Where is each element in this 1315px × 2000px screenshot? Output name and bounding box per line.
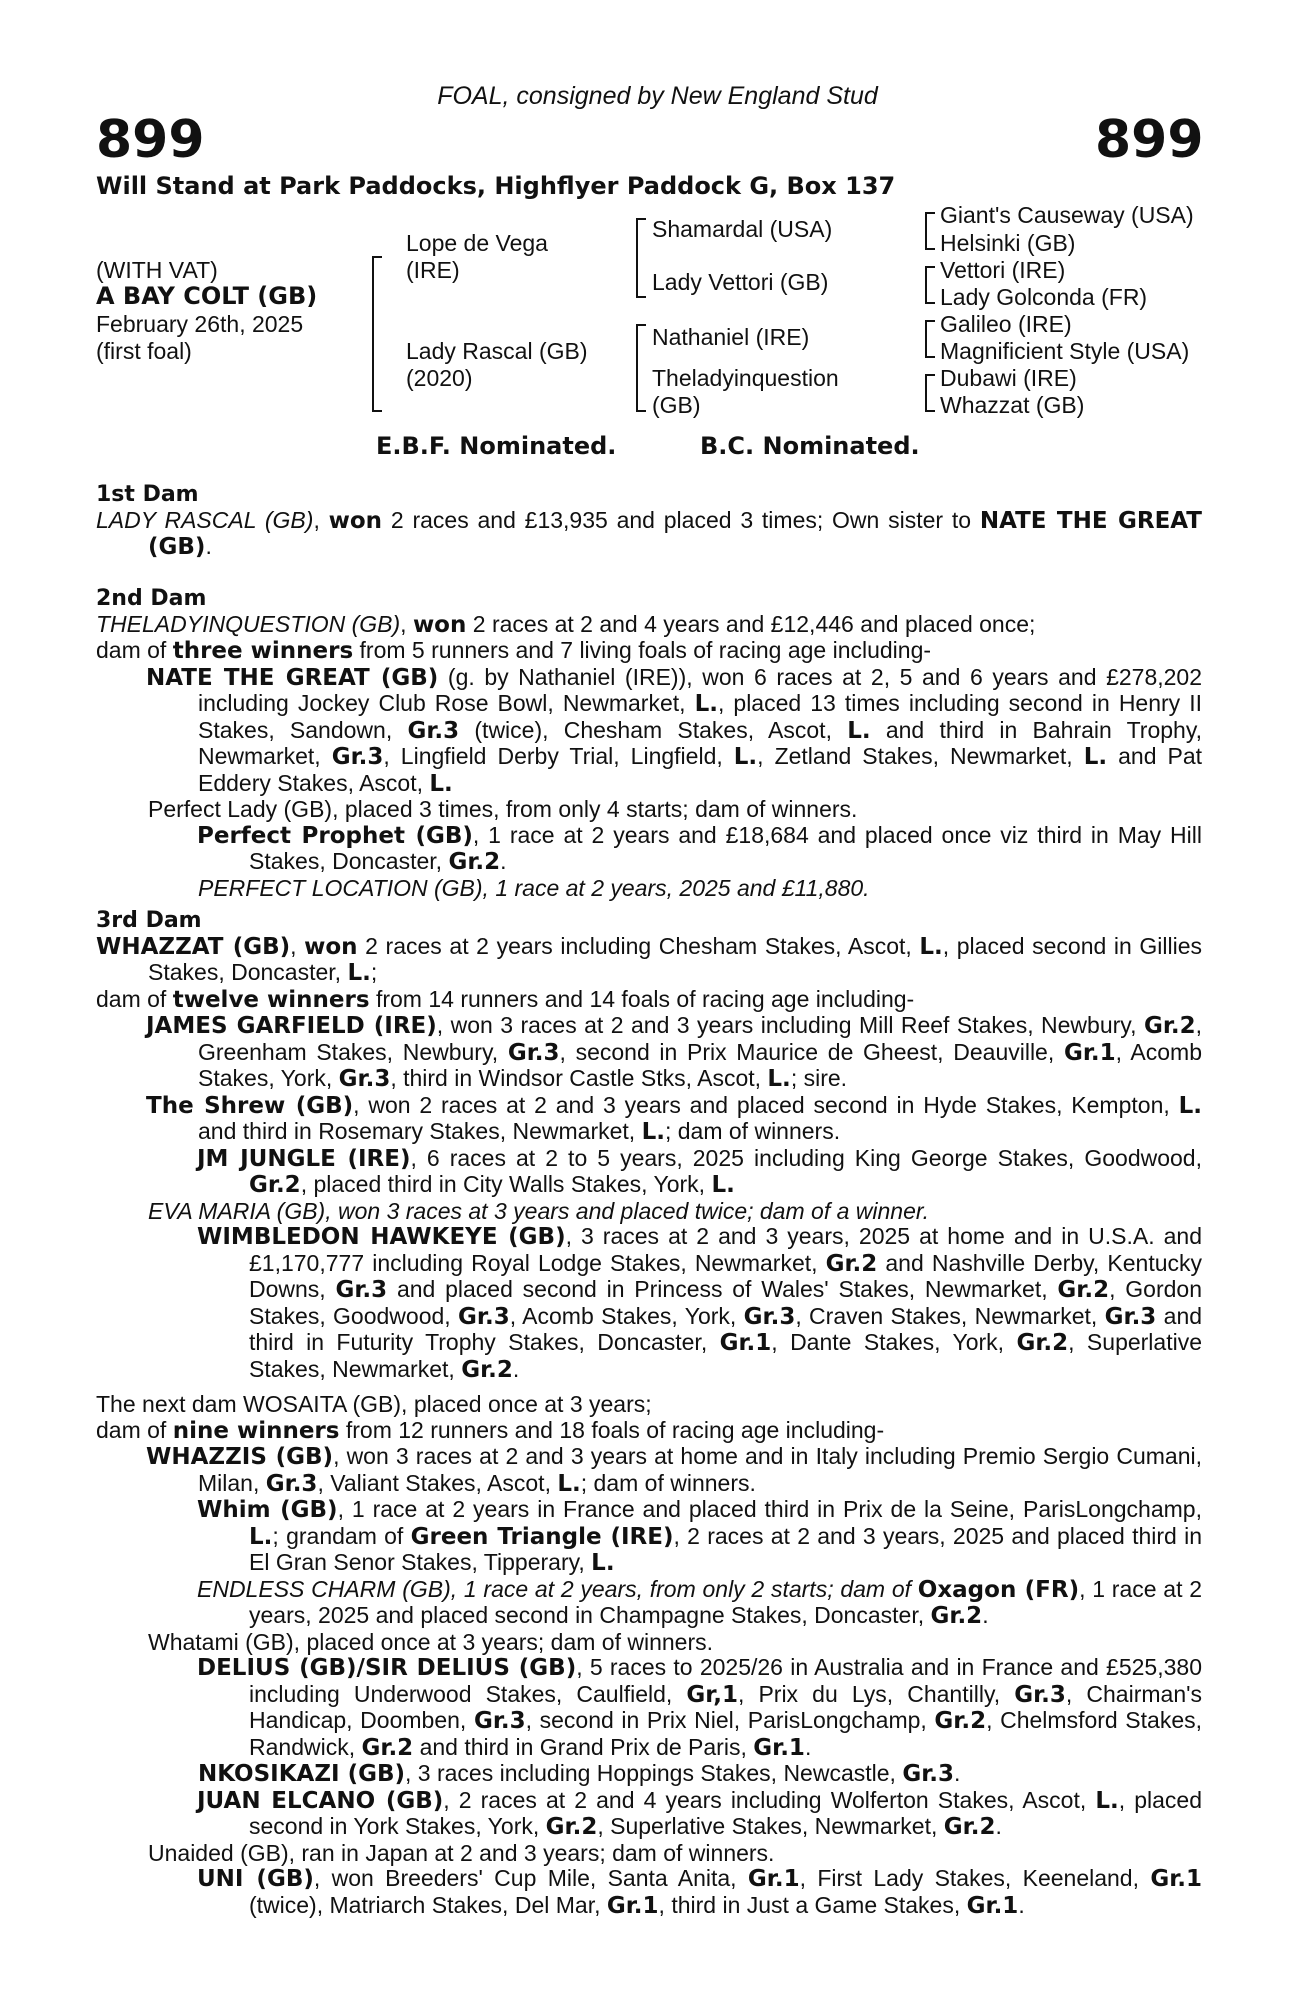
produce-perfect-prophet: Perfect Prophet (GB), 1 race at 2 years and £18,684 and placed once viz third in May Hill Stakes, Doncaster, Gr.2. xyxy=(197,821,1202,875)
dam: Lady Rascal (GB) xyxy=(406,338,588,364)
ancestor-g7: Dubawi (IRE) xyxy=(940,365,1077,391)
third-dam-heading: 3rd Dam xyxy=(96,908,202,933)
dam-dam: Theladyinquestion xyxy=(652,365,839,391)
ancestor-g4: Lady Golconda (FR) xyxy=(940,284,1148,310)
foaled-date: February 26th, 2025 xyxy=(96,311,304,337)
lot-title: A BAY COLT (GB) xyxy=(96,282,318,310)
produce-perfect-lady: Perfect Lady (GB), placed 3 times, from only 4 starts; dam of winners. xyxy=(148,796,858,822)
vat-note: (WITH VAT) xyxy=(96,257,218,283)
ebf-nomination: E.B.F. Nominated. xyxy=(376,432,617,460)
brace-g3 xyxy=(925,266,935,304)
sire-country: (IRE) xyxy=(406,257,460,283)
ancestor-g3: Vettori (IRE) xyxy=(940,257,1066,283)
produce-eva-maria: EVA MARIA (GB), won 3 races at 3 years and placed twice; dam of a winner. xyxy=(148,1197,930,1224)
stand-location: Will Stand at Park Paddocks, Highflyer Paddock G, Box 137 xyxy=(96,172,896,200)
lot-number-left: 899 xyxy=(96,110,205,170)
third-dam-section: 3rd Dam WHAZZAT (GB), won 2 races at 2 years including Chesham Stakes, Ascot, L., placed second in Gillies Stakes, Doncaster, L.; dam of twelve winners from 14 runners and 14 foals of racing age including- JAMES GARFIELD (IRE), won 3 races at 2 and 3 years including Mill Reef Stakes, Newbury, Gr.2, Greenham Stakes, Newbury, Gr.3, second in Prix Maurice de Gheest, Deauville, Gr.1, Acomb Stakes, York, Gr.3, third in Windsor Castle Stks, Ascot, L.; sire. The Shrew (GB), won 2 races at 2 and 3 years and placed second in Hyde Stakes, Kempton, L. and third in Rosemary Stakes, Newmarket, L.; dam of winners. JM JUNGLE (IRE), 6 races at 2 to 5 years, 2025 including King George Stakes, Goodwood, Gr.2, placed third in City Walls Stakes, York, L. EVA MARIA (GB), won 3 races at 3 years and placed twice; dam of a winner. WIMBLEDON HAWKEYE (GB), 3 races at 2 and 3 years, 2025 at home and in U.S.A. and £1,170,777 including Royal Lodge Stakes, Newmarket, Gr.2 and Nashville Derby, Kentucky Downs, Gr.3 and placed second in Princess of Wales' Stakes, Newmarket, Gr.2, Gordon Stakes, Goodwood, Gr.3, Acomb Stakes, York, Gr.3, Craven Stakes, Newmarket, Gr.3 and third in Futurity Trophy Stakes, Doncaster, Gr.1, Dante Stakes, York, Gr.2, Superlative Stakes, Newmarket, Gr.2. xyxy=(96,908,1203,1383)
produce-james-garfield: JAMES GARFIELD (IRE), won 3 races at 2 and 3 years including Mill Reef Stakes, Newbury, Gr.2, Greenham Stakes, Newbury, Gr.3, second in Prix Maurice de Gheest, Deauville, Gr.1, Acomb Stakes, York, Gr.3, third in Windsor Castle Stks, Ascot, L.; sire. xyxy=(146,1012,1203,1092)
brace-g7 xyxy=(925,374,935,412)
produce-whatami: Whatami (GB), placed once at 3 years; dam of winners. xyxy=(148,1628,714,1655)
produce-endless-charm: ENDLESS CHARM (GB), 1 race at 2 years, from only 2 starts; dam of Oxagon (FR), 1 race at 2 years, 2025 and placed second in Champagne Stakes, Doncaster, Gr.2. xyxy=(197,1575,1203,1629)
ancestor-g1: Giant's Causeway (USA) xyxy=(940,202,1194,228)
sire: Lope de Vega xyxy=(406,230,548,256)
second-dam-heading: 2nd Dam xyxy=(96,586,207,611)
produce-nate-the-great: NATE THE GREAT (GB) (g. by Nathaniel (IRE)), won 6 races at 2, 5 and 6 years and £278,202 including Jockey Club Rose Bowl, Newmarket, L., placed 13 times including second in Henry II Stakes, Sandown, Gr.3 (twice), Chesham Stakes, Ascot, L. and third in Bahrain Trophy, Newmarket, Gr.3, Lingfield Derby Trial, Lingfield, L., Zetland Stakes, Newmarket, L. and Pat Eddery Stakes, Ascot, L. xyxy=(146,663,1203,797)
first-dam-heading: 1st Dam xyxy=(96,482,199,507)
sire-dam: Lady Vettori (GB) xyxy=(652,269,829,295)
brace-g1 xyxy=(925,212,935,250)
ancestor-g8: Whazzat (GB) xyxy=(940,392,1085,418)
produce-whazzis: WHAZZIS (GB), won 3 races at 2 and 3 years at home and in Italy including Premio Sergio Cumani, Milan, Gr.3, Valiant Stakes, Ascot, L.; dam of winners. xyxy=(146,1443,1202,1497)
ancestor-g2: Helsinki (GB) xyxy=(940,230,1076,256)
produce-the-shrew: The Shrew (GB), won 2 races at 2 and 3 years and placed second in Hyde Stakes, Kempton, L. and third in Rosemary Stakes, Newmarket, L.; dam of winners. xyxy=(146,1091,1202,1145)
produce-delius: DELIUS (GB)/SIR DELIUS (GB), 5 races to 2025/26 in Australia and in France and £525,380 including Underwood Stakes, Caulfield, Gr,1, Prix du Lys, Chantilly, Gr.3, Chairman's Handicap, Doomben, Gr.3, second in Prix Niel, ParisLongchamp, Gr.2, Chelmsford Stakes, Randwick, Gr.2 and third in Grand Prix de Paris, Gr.1. xyxy=(197,1654,1203,1761)
first-dam-paragraph: LADY RASCAL (GB), won 2 races and £13,935 and placed 3 times; Own sister to NATE THE GREAT (GB). xyxy=(96,506,1203,560)
next-dam-intro: The next dam WOSAITA (GB), placed once at 3 years; xyxy=(96,1391,652,1417)
second-dam-section: 2nd Dam THELADYINQUESTION (GB), won 2 races at 2 and 4 years and £12,446 and placed once; dam of three winners from 5 runners and 7 living foals of racing age including- NATE THE GREAT (GB) (g. by Nathaniel (IRE)), won 6 races at 2, 5 and 6 years and £278,202 including Jockey Club Rose Bowl, Newmarket, L., placed 13 times including second in Henry II Stakes, Sandown, Gr.3 (twice), Chesham Stakes, Ascot, L. and third in Bahrain Trophy, Newmarket, Gr.3, Lingfield Derby Trial, Lingfield, L., Zetland Stakes, Newmarket, L. and Pat Eddery Stakes, Ascot, L. Perfect Lady (GB), placed 3 times, from only 4 starts; dam of winners. Perfect Prophet (GB), 1 race at 2 years and £18,684 and placed once viz third in May Hill Stakes, Doncaster, Gr.2. PERFECT LOCATION (GB), 1 race at 2 years, 2025 and £11,880. xyxy=(96,586,1203,901)
ancestor-g5: Galileo (IRE) xyxy=(940,311,1072,337)
consignment-line: FOAL, consigned by New England Stud xyxy=(437,82,878,110)
produce-jm-jungle: JM JUNGLE (IRE), 6 races at 2 to 5 years, 2025 including King George Stakes, Goodwood, Gr.2, placed third in City Walls Stakes, York, L. xyxy=(197,1144,1202,1198)
produce-nkosikazi: NKOSIKAZI (GB), 3 races including Hoppings Stakes, Newcastle, Gr.3. xyxy=(198,1760,961,1787)
produce-unaided: Unaided (GB), ran in Japan at 2 and 3 years; dam of winners. xyxy=(148,1839,775,1866)
dam-brace xyxy=(636,324,646,412)
ancestor-g6: Magnificient Style (USA) xyxy=(940,338,1190,364)
first-dam-section xyxy=(96,482,1202,561)
pedigree-brace xyxy=(372,256,382,412)
produce-uni: UNI (GB), won Breeders' Cup Mile, Santa Anita, Gr.1, First Lady Stakes, Keeneland, Gr.1 (twice), Matriarch Stakes, Del Mar, Gr.1, third in Just a Game Stakes, Gr.1. xyxy=(197,1865,1203,1919)
lot-number-right: 899 xyxy=(1095,110,1204,170)
bc-nomination: B.C. Nominated. xyxy=(700,432,920,460)
foal-note: (first foal) xyxy=(96,338,192,364)
produce-juan-elcano: JUAN ELCANO (GB), 2 races at 2 and 4 years including Wolferton Stakes, Ascot, L., placed second in York Stakes, York, Gr.2, Superlative Stakes, Newmarket, Gr.2. xyxy=(197,1786,1202,1840)
produce-perfect-location: PERFECT LOCATION (GB), 1 race at 2 years, 2025 and £11,880. xyxy=(198,874,870,901)
brace-g5 xyxy=(925,320,935,358)
produce-whim: Whim (GB), 1 race at 2 years in France and placed third in Prix de la Seine, ParisLongchamp, L.; grandam of Green Triangle (IRE), 2 races at 2 and 3 years, 2025 and placed third in El Gran Senor Stakes, Tipperary, L. xyxy=(197,1496,1202,1576)
dam-year: (2020) xyxy=(406,365,473,391)
sire-sire: Shamardal (USA) xyxy=(652,216,833,242)
produce-wimbledon-hawkeye: WIMBLEDON HAWKEYE (GB), 3 races at 2 and 3 years, 2025 at home and in U.S.A. and £1,170,777 including Royal Lodge Stakes, Newmarket, Gr.2 and Nashville Derby, Kentucky Downs, Gr.3 and placed second in Princess of Wales' Stakes, Newmarket, Gr.2, Gordon Stakes, Goodwood, Gr.3, Acomb Stakes, York, Gr.3, Craven Stakes, Newmarket, Gr.3 and third in Futurity Trophy Stakes, Doncaster, Gr.1, Dante Stakes, York, Gr.2, Superlative Stakes, Newmarket, Gr.2. xyxy=(197,1223,1203,1383)
third-dam-paragraph: WHAZZAT (GB), won 2 races at 2 years including Chesham Stakes, Ascot, L., placed second in Gillies Stakes, Doncaster, L.; xyxy=(96,932,1203,986)
sire-brace xyxy=(636,218,646,298)
second-dam-paragraph: THELADYINQUESTION (GB), won 2 races at 2 and 4 years and £12,446 and placed once; xyxy=(96,610,1036,638)
next-dam-section: The next dam WOSAITA (GB), placed once at 3 years; dam of nine winners from 12 runners and 18 foals of racing age including- WHAZZIS (GB), won 3 races at 2 and 3 years at home and in Italy including Premio Sergio Cumani, Milan, Gr.3, Valiant Stakes, Ascot, L.; dam of winners. Whim (GB), 1 race at 2 years in France and placed third in Prix de la Seine, ParisLongchamp, L.; grandam of Green Triangle (IRE), 2 races at 2 and 3 years, 2025 and placed third in El Gran Senor Stakes, Tipperary, L. ENDLESS CHARM (GB), 1 race at 2 years, from only 2 starts; dam of Oxagon (FR), 1 race at 2 years, 2025 and placed second in Champagne Stakes, Doncaster, Gr.2. Whatami (GB), placed once at 3 years; dam of winners. DELIUS (GB)/SIR DELIUS (GB), 5 races to 2025/26 in Australia and in France and £525,380 including Underwood Stakes, Caulfield, Gr,1, Prix du Lys, Chantilly, Gr.3, Chairman's Handicap, Doomben, Gr.3, second in Prix Niel, ParisLongchamp, Gr.2, Chelmsford Stakes, Randwick, Gr.2 and third in Grand Prix de Paris, Gr.1. NKOSIKAZI (GB), 3 races including Hoppings Stakes, Newcastle, Gr.3. JUAN ELCANO (GB), 2 races at 2 and 4 years including Wolferton Stakes, Ascot, L., placed second in York Stakes, York, Gr.2, Superlative Stakes, Newmarket, Gr.2. Unaided (GB), ran in Japan at 2 and 3 years; dam of winners. UNI (GB), won Breeders' Cup Mile, Santa Anita, Gr.1, First Lady Stakes, Keeneland, Gr.1 (twice), Matriarch Stakes, Del Mar, Gr.1, third in Just a Game Stakes, Gr.1. xyxy=(96,1391,1203,1919)
dam-sire: Nathaniel (IRE) xyxy=(652,324,810,350)
dam-dam-country: (GB) xyxy=(652,392,701,418)
